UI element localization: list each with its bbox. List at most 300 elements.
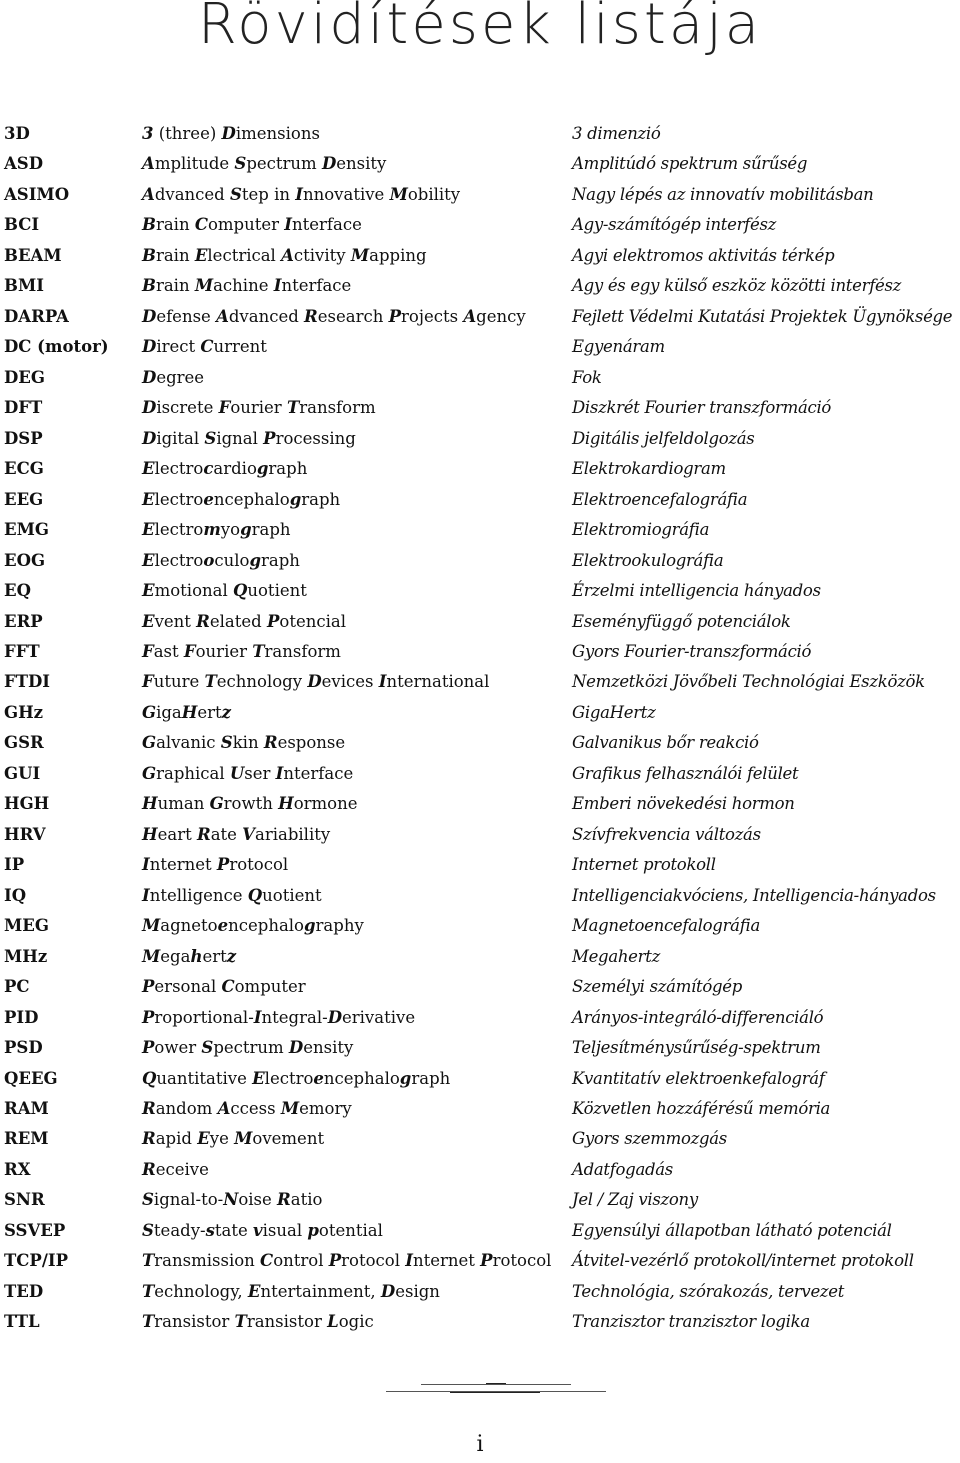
term-text: lectro [154,489,204,509]
term-text: culo [214,550,250,570]
table-row [0,242,960,272]
term-initial: S [142,1190,154,1210]
term-initial: E [252,1068,265,1088]
term-text: otential [318,1220,383,1240]
hungarian-translation: Galvanikus bőr reakció [572,733,759,753]
term-initial: A [463,306,477,326]
term-initial: T [252,641,265,661]
hungarian-translation: Szívfrekvencia változás [572,824,761,844]
term-text: raph [260,550,300,570]
hungarian-translation: Fejlett Védelmi Kutatási Projektek Ügynöksége [572,306,953,326]
full-term [142,733,345,752]
term-initial: R [304,306,318,326]
abbreviation: BEAM [4,245,62,265]
full-term [142,490,340,509]
term-initial: D [142,367,157,387]
abbreviation: RAM [4,1099,49,1118]
table-row [0,608,960,638]
term-text: lectro [154,520,204,540]
table-row [0,150,960,180]
term-initial: D [142,398,157,418]
hungarian-translation: Megahertz [572,946,660,966]
term-text: igital [156,428,205,448]
term-initial: h [190,946,203,966]
abbreviation: MHz [4,946,48,966]
table-row [0,1186,960,1216]
term-initial: g [249,550,261,570]
term-text: rojects [401,306,464,326]
term-text: ourier [195,641,253,661]
table-row [0,425,960,455]
term-text: esponse [277,733,346,753]
term-text: ransmission [154,1251,261,1271]
term-initial: E [247,1281,261,1301]
term-text: nternet [149,855,217,875]
term-text: rain [155,276,195,296]
hungarian-translation: Adatfogadás [572,1159,673,1179]
page-number: i [476,1432,484,1457]
hungarian-translation: Intelligenciakvóciens, Intelligencia-hányados [572,885,936,905]
page-title: Rövidítések listája [197,0,763,57]
term-text: ncephalo [228,916,304,936]
full-term [142,185,460,204]
full-term [142,459,307,478]
term-text: mplitude [154,154,235,174]
term-text: nterface [281,276,352,296]
full-term [142,1160,209,1179]
term-text: otencial [279,611,346,631]
full-term [142,551,300,570]
term-initial: p [307,1220,319,1240]
hungarian-translation: Internet protokoll [572,855,716,875]
term-text: (three) [153,124,222,143]
table-row [0,120,960,150]
term-initial: D [142,337,157,357]
hungarian-translation: Elektrookulográfia [572,550,724,570]
term-initial: G [142,702,157,722]
term-initial: E [197,1129,210,1149]
term-initial: P [142,1007,155,1027]
term-initial: I [284,215,292,235]
term-text: raph [411,1068,451,1088]
term-initial: I [142,885,150,905]
hungarian-translation: GigaHertz [572,702,656,722]
table-row [0,1004,960,1034]
term-initial: S [229,184,242,204]
table-row [0,821,960,851]
term-initial: N [223,1190,239,1210]
full-term [142,1008,415,1027]
term-initial: L [327,1312,339,1332]
full-term [142,398,376,417]
abbreviation-table [0,120,960,1339]
term-text: irect [156,337,201,357]
term-initial: S [201,1038,214,1058]
abbreviation: SNR [4,1190,45,1210]
abbreviation: BMI [4,276,44,296]
full-term [142,855,288,874]
abbreviation: QEEG [4,1068,58,1088]
term-text: ontrol [273,1251,329,1271]
term-initial: A [142,184,155,204]
abbreviation: GUI [4,763,41,783]
full-term [142,581,307,600]
term-text: uotient [262,885,322,905]
term-text: lectrical [207,245,282,265]
term-text: esearch [317,306,389,326]
full-term [142,886,322,905]
term-initial: F [142,641,154,661]
term-initial: F [218,398,231,418]
table-row [0,1278,960,1308]
full-term [142,1312,374,1331]
hungarian-translation: Amplitúdó spektrum sűrűség [572,154,808,174]
term-initial: D [307,672,322,692]
full-term [142,246,427,265]
term-initial: H [142,824,158,844]
term-text: raph [268,459,308,479]
term-text: rotocol [229,855,289,875]
term-text: echnology, [154,1281,248,1301]
abbreviation: DARPA [4,306,69,326]
hungarian-translation: Elektromiográfia [572,520,710,540]
term-text: raphy [315,916,364,936]
term-text: andom [155,1099,218,1118]
hungarian-translation: Grafikus felhasználói felület [572,763,799,783]
full-term [142,1099,352,1118]
table-row [0,272,960,302]
term-text: ctivity [293,245,351,265]
term-initial: o [203,550,215,570]
term-initial: g [256,459,269,479]
term-initial: M [142,946,161,966]
term-initial: I [295,184,303,204]
term-initial: I [378,672,387,692]
table-row [0,699,960,729]
term-text: dvanced [228,306,305,326]
term-text: nterface [283,763,354,783]
term-text: lectro [154,550,204,570]
term-text: ransistor [246,1312,328,1332]
table-row [0,364,960,394]
term-text: uantitative [156,1068,253,1088]
term-initial: z [221,702,232,722]
term-initial: P [142,977,155,997]
table-row [0,1156,960,1186]
term-initial: G [142,733,157,753]
term-initial: v [253,1220,263,1240]
term-text: tate [214,1220,254,1240]
table-row [0,547,960,577]
term-text: efense [156,306,217,326]
term-initial: B [142,276,156,296]
term-initial: Q [233,581,248,601]
term-text: raphical [156,763,230,783]
term-initial: z [226,946,237,966]
hungarian-translation: Nemzetközi Jövőbeli Technológiai Eszközök [572,672,925,692]
abbreviation: DEG [4,367,45,387]
term-text: nterface [291,215,362,235]
term-text: tep in [241,184,296,204]
term-initial: S [234,154,247,174]
abbreviation: FTDI [4,672,51,692]
abbreviation: SSVEP [4,1220,66,1240]
table-row [0,790,960,820]
term-text: ntertainment, [260,1281,381,1301]
term-text: achine [213,276,274,296]
term-text: ncephalo [323,1068,400,1088]
term-text: ser [244,763,276,783]
abbreviation: PID [4,1007,39,1027]
full-term [142,215,362,234]
table-row [0,760,960,790]
table-row [0,882,960,912]
full-term [142,520,291,539]
term-text: ert [197,702,222,722]
term-initial: M [142,916,161,936]
term-text: emory [299,1099,352,1118]
abbreviation: ASIMO [4,184,70,204]
term-text: ert [202,946,227,966]
term-text: ncephalo [213,489,290,509]
full-term [142,1282,440,1301]
hungarian-translation: Fok [572,367,602,387]
term-initial: P [142,1038,155,1058]
term-text: nternet [412,1251,481,1271]
term-initial: 3 [142,124,154,143]
term-initial: g [289,489,302,509]
term-initial: T [204,672,217,692]
term-text: imensions [235,124,320,143]
abbreviation: 3D [4,124,30,143]
term-initial: D [142,306,157,326]
term-initial: E [194,245,208,265]
term-initial: e [203,489,214,509]
term-initial: Q [142,1068,157,1088]
term-initial: E [142,581,155,601]
term-text: rain [155,215,195,235]
abbreviation: RX [4,1159,31,1179]
term-initial: H [278,794,294,814]
term-text: teady- [153,1220,206,1240]
term-text: ower [154,1038,202,1058]
full-term [142,947,236,966]
term-initial: I [253,1007,262,1027]
term-text: roportional- [154,1007,254,1027]
term-text: raph [301,489,341,509]
hungarian-translation: Agy-számítógép interfész [572,215,777,235]
term-initial: V [242,824,255,844]
term-text: alvanic [156,733,221,753]
table-row [0,638,960,668]
term-text: omputer [207,215,285,235]
table-row [0,1217,960,1247]
table-row [0,851,960,881]
hungarian-translation: Jel / Zaj viszony [572,1190,698,1210]
term-initial: M [350,245,370,265]
term-initial: I [275,763,284,783]
term-initial: E [142,489,155,509]
abbreviation: TED [4,1281,44,1301]
term-text: agneto [160,916,218,936]
term-initial: P [216,855,230,875]
term-text: motional [154,581,233,601]
full-term [142,1069,450,1088]
hungarian-translation: Egyensúlyi állapotban látható potenciál [572,1220,892,1240]
term-initial: F [183,641,196,661]
term-initial: G [209,794,224,814]
term-initial: R [142,1129,156,1149]
term-initial: T [142,1312,155,1332]
term-text: ransform [299,398,376,418]
term-initial: P [388,306,402,326]
term-initial: s [205,1220,215,1240]
term-initial: g [399,1068,412,1088]
table-row [0,729,960,759]
hungarian-translation: Agy és egy külső eszköz közötti interfész [572,276,902,296]
full-term [142,337,267,356]
term-initial: S [220,733,233,753]
full-term [142,368,204,387]
term-text: egree [156,367,205,387]
term-initial: C [194,215,208,235]
term-initial: E [142,611,155,631]
full-term [142,1190,322,1209]
full-term [142,1251,551,1270]
term-initial: G [142,763,157,783]
term-initial: D [321,154,337,174]
full-term [142,642,341,661]
term-text: ntegral- [261,1007,328,1027]
abbreviation: HGH [4,794,50,814]
abbreviation: DC (motor) [4,337,109,357]
table-row [0,333,960,363]
term-initial: H [142,794,158,814]
term-initial: T [142,1281,155,1301]
hungarian-translation: 3 dimenzió [572,124,661,143]
term-text: rotocol [341,1251,406,1271]
term-text: nnovative [302,184,390,204]
term-text: lectro [264,1068,314,1088]
term-initial: P [263,428,276,448]
term-initial: P [266,611,280,631]
term-text: ccess [230,1099,281,1118]
term-initial: A [217,1099,231,1118]
hungarian-translation: Magnetoencefalográfia [572,916,761,936]
term-initial: Q [247,885,263,905]
term-text: lectro [154,459,204,479]
table-row [0,577,960,607]
term-text: omputer [234,977,306,997]
full-term [142,429,356,448]
abbreviation: GHz [4,702,44,722]
term-initial: A [216,306,229,326]
footer-rule [0,1382,960,1396]
table-row [0,973,960,1003]
term-initial: E [142,520,155,540]
term-text: ogic [338,1312,374,1332]
table-row [0,1095,960,1125]
abbreviation: GSR [4,733,44,753]
hungarian-translation: Egyenáram [572,337,665,357]
term-text: ignal [216,428,264,448]
hungarian-translation: Nagy lépés az innovatív mobilitásban [572,184,874,204]
hungarian-translation: Teljesítménysűrűség-spektrum [572,1038,821,1058]
term-initial: R [196,824,211,844]
term-initial: S [204,428,217,448]
table-row [0,1308,960,1338]
term-text: iga [156,702,182,722]
term-initial: M [194,276,214,296]
abbreviation: FFT [4,641,40,661]
term-initial: I [273,276,282,296]
term-initial: T [286,398,300,418]
term-initial: I [142,855,150,875]
full-term [142,825,330,844]
abbreviation: REM [4,1129,49,1149]
term-text: ye [209,1129,235,1149]
term-text: echnology [216,672,308,692]
term-initial: P [328,1251,342,1271]
term-text: raph [251,520,291,540]
term-text: uman [157,794,210,814]
term-initial: F [142,672,154,692]
full-term [142,307,526,326]
term-initial: T [234,1312,247,1332]
table-row [0,516,960,546]
abbreviation: DSP [4,428,43,448]
term-initial: e [313,1068,324,1088]
term-text: obility [407,184,461,204]
table-row [0,1065,960,1095]
term-initial: B [142,245,156,265]
term-initial: E [142,550,155,570]
term-initial: A [281,245,294,265]
table-row [0,668,960,698]
term-initial: A [142,154,155,174]
term-text: pectrum [213,1038,289,1058]
term-initial: R [277,1190,291,1210]
table-row [0,1247,960,1277]
term-initial: c [203,459,214,479]
hungarian-translation: Közvetlen hozzáférésű memória [572,1099,831,1118]
term-text: rowth [223,794,279,814]
table-row [0,303,960,333]
full-term [142,672,489,691]
full-term [142,154,386,173]
hungarian-translation: Gyors Fourier-transzformáció [572,641,812,661]
term-initial: g [240,520,252,540]
abbreviation: TCP/IP [4,1251,68,1271]
term-initial: M [234,1129,253,1149]
abbreviation: EOG [4,550,46,570]
term-text: eceive [155,1159,209,1179]
term-text: ransform [264,641,341,661]
hungarian-translation: Elektroencefalográfia [572,489,748,509]
term-initial: m [203,520,221,540]
term-text: ate [210,824,243,844]
abbreviation: MEG [4,916,49,936]
term-initial: D [221,124,236,143]
hungarian-translation: Eseményfüggő potenciálok [572,611,791,631]
term-initial: R [196,611,210,631]
term-text: ersonal [154,977,222,997]
hungarian-translation: Arányos-integráló-differenciáló [572,1007,824,1027]
term-initial: C [260,1251,274,1271]
hungarian-translation: Agyi elektromos aktivitás térkép [572,245,835,265]
term-text: uture [153,672,205,692]
abbreviation: EEG [4,489,44,509]
